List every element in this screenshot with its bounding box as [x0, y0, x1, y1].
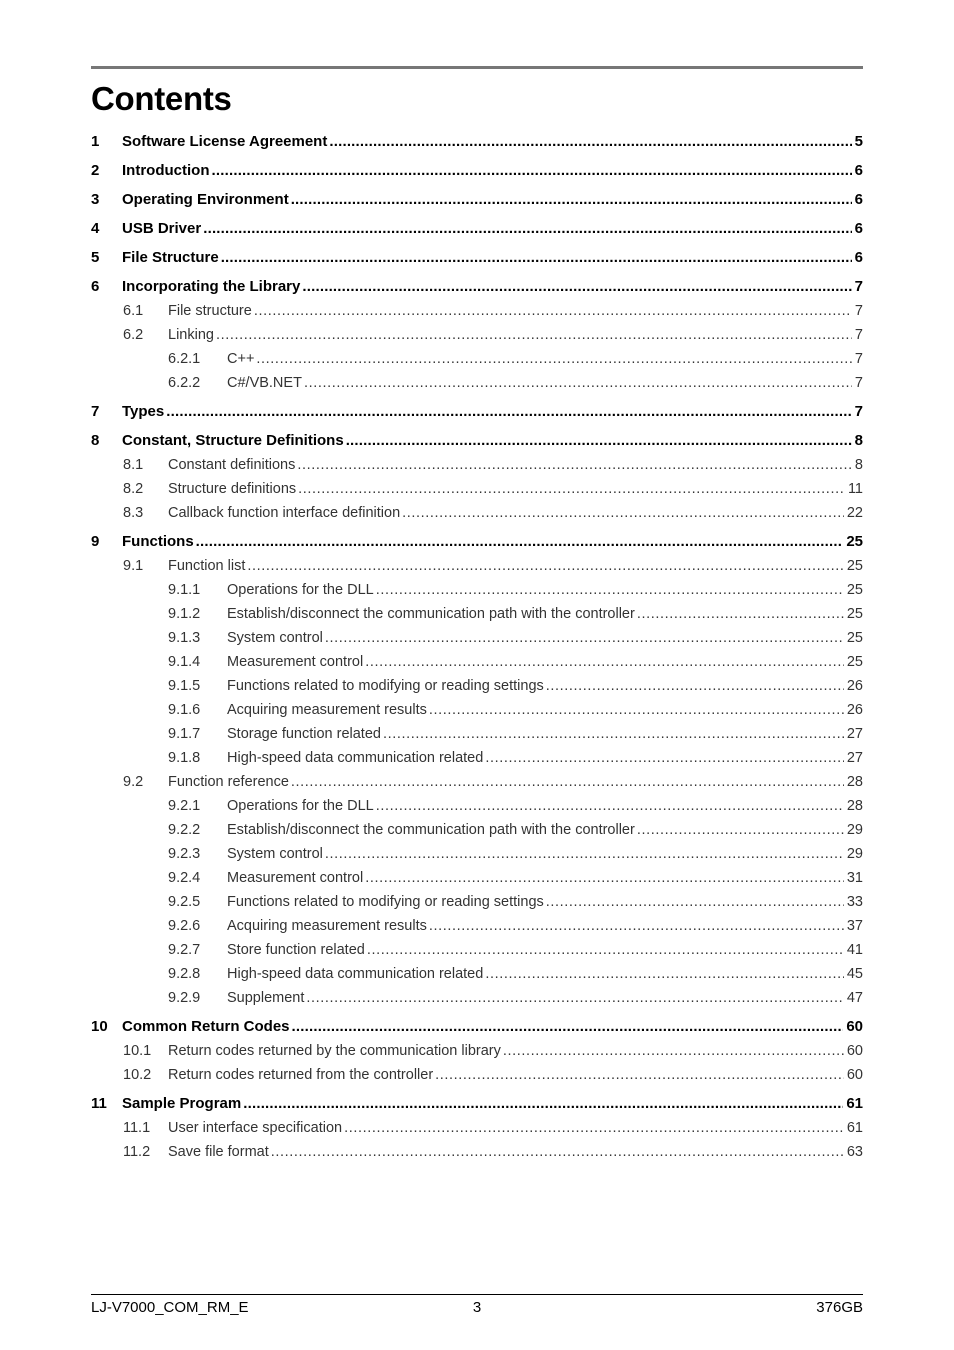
toc-entry-title: Supplement	[227, 990, 305, 1006]
toc-entry-title: Measurement control	[227, 654, 364, 670]
toc-entry[interactable]	[91, 159, 863, 183]
toc-entry-number: 9.2.7	[168, 942, 201, 958]
toc-entry-number: 11	[91, 1095, 107, 1112]
toc-leader-dots	[637, 818, 844, 842]
toc-entry[interactable]	[91, 1140, 863, 1164]
toc-entry-page: 25	[846, 558, 863, 574]
toc-entry-page: 63	[846, 1144, 863, 1160]
toc-entry-number: 9.1.5	[168, 678, 201, 694]
toc-entry[interactable]	[91, 275, 863, 299]
toc-entry-number: 9.1.1	[168, 582, 201, 598]
toc-entry-title: Functions	[122, 533, 194, 550]
toc-leader-dots	[325, 626, 844, 650]
toc-entry-number: 10.2	[123, 1067, 152, 1083]
toc-entry[interactable]	[91, 914, 863, 938]
toc-entry-number: 4	[91, 220, 100, 237]
toc-entry-title: System control	[227, 846, 323, 862]
toc-leader-dots	[306, 986, 843, 1010]
toc-entry-number: 8.2	[123, 481, 144, 497]
toc-entry-title: Return codes returned by the communication library	[168, 1043, 501, 1059]
table-of-contents	[91, 130, 863, 1164]
toc-entry-title: High-speed data communication related	[227, 966, 484, 982]
toc-entry-title: Callback function interface definition	[168, 505, 401, 521]
footer-page-number: 3	[472, 1299, 482, 1316]
toc-entry-page: 47	[846, 990, 863, 1006]
toc-entry-number: 9.2	[123, 774, 144, 790]
toc-entry[interactable]	[91, 746, 863, 770]
toc-entry-title: Store function related	[227, 942, 365, 958]
toc-entry-title: Functions related to modifying or reading settings	[227, 894, 544, 910]
toc-leader-dots	[376, 794, 844, 818]
toc-entry-number: 9.1.7	[168, 726, 201, 742]
toc-entry-page: 11	[847, 481, 863, 497]
toc-entry-title: Incorporating the Library	[122, 278, 301, 295]
toc-entry[interactable]	[91, 347, 863, 371]
toc-entry-title: Sample Program	[122, 1095, 242, 1112]
toc-entry-title: C++	[227, 351, 255, 367]
toc-entry-page: 7	[854, 351, 863, 367]
toc-leader-dots	[256, 347, 852, 371]
toc-entry-title: C#/VB.NET	[227, 375, 302, 391]
toc-entry-page: 25	[846, 630, 863, 646]
toc-entry[interactable]	[91, 962, 863, 986]
toc-entry-page: 7	[854, 303, 863, 319]
toc-leader-dots	[292, 1015, 844, 1039]
toc-entry-number: 9.2.3	[168, 846, 201, 862]
toc-entry-number: 9.2.9	[168, 990, 201, 1006]
toc-entry-number: 6.1	[123, 303, 144, 319]
toc-entry[interactable]	[91, 794, 863, 818]
toc-entry-page: 25	[846, 654, 863, 670]
toc-entry-page: 7	[854, 403, 863, 420]
toc-leader-dots	[637, 602, 844, 626]
toc-entry[interactable]	[91, 1116, 863, 1140]
toc-leader-dots	[297, 453, 852, 477]
footer-rule	[91, 1294, 863, 1295]
toc-entry[interactable]	[91, 400, 863, 424]
toc-leader-dots	[365, 650, 844, 674]
toc-entry-title: Operations for the DLL	[227, 582, 374, 598]
toc-entry-page: 60	[846, 1067, 863, 1083]
top-rule	[91, 66, 863, 69]
toc-leader-dots	[402, 501, 844, 525]
toc-entry-title: Operations for the DLL	[227, 798, 374, 814]
toc-entry-number: 10	[91, 1018, 108, 1035]
toc-entry-number: 10.1	[123, 1043, 152, 1059]
toc-entry-page: 31	[846, 870, 863, 886]
toc-entry[interactable]	[91, 698, 863, 722]
toc-entry-number: 9.1.8	[168, 750, 201, 766]
toc-leader-dots	[429, 698, 844, 722]
toc-entry[interactable]	[91, 299, 863, 323]
toc-entry-title: Structure definitions	[168, 481, 297, 497]
toc-entry-number: 11.2	[123, 1144, 151, 1160]
toc-entry[interactable]	[91, 938, 863, 962]
toc-entry-number: 6.2.1	[168, 351, 201, 367]
toc-entry-number: 9.2.1	[168, 798, 201, 814]
toc-leader-dots	[546, 890, 844, 914]
page-title: Contents	[91, 80, 232, 117]
toc-entry-number: 3	[91, 191, 100, 208]
toc-entry-number: 6.2.2	[168, 375, 201, 391]
toc-leader-dots	[298, 477, 845, 501]
toc-entry[interactable]	[91, 188, 863, 212]
toc-leader-dots	[325, 842, 844, 866]
toc-entry[interactable]	[91, 453, 863, 477]
toc-entry-number: 9.2.4	[168, 870, 201, 886]
toc-entry-title: Operating Environment	[122, 191, 289, 208]
toc-leader-dots	[211, 159, 851, 183]
toc-leader-dots	[166, 400, 851, 424]
toc-leader-dots	[291, 188, 852, 212]
toc-leader-dots	[302, 275, 851, 299]
toc-entry-page: 6	[854, 162, 863, 179]
toc-entry-page: 45	[846, 966, 863, 982]
toc-entry-number: 8.3	[123, 505, 144, 521]
toc-entry-number: 9.1.4	[168, 654, 201, 670]
toc-leader-dots	[271, 1140, 844, 1164]
toc-leader-dots	[243, 1092, 843, 1116]
toc-entry-title: Measurement control	[227, 870, 364, 886]
toc-entry-page: 28	[846, 798, 863, 814]
toc-entry-page: 37	[846, 918, 863, 934]
toc-entry-page: 27	[846, 726, 863, 742]
toc-entry[interactable]	[91, 530, 863, 554]
toc-entry-title: Establish/disconnect the communication path with the controller	[227, 606, 635, 622]
toc-entry-page: 29	[846, 822, 863, 838]
toc-entry[interactable]	[91, 626, 863, 650]
toc-entry-number: 9.2.6	[168, 918, 201, 934]
toc-entry[interactable]	[91, 1039, 863, 1063]
toc-leader-dots	[254, 299, 852, 323]
toc-leader-dots	[196, 530, 844, 554]
toc-entry-page: 8	[854, 432, 863, 449]
toc-entry-title: Introduction	[122, 162, 210, 179]
toc-leader-dots	[291, 770, 844, 794]
toc-leader-dots	[367, 938, 844, 962]
toc-entry-page: 7	[854, 375, 863, 391]
toc-leader-dots	[429, 914, 844, 938]
toc-leader-dots	[546, 674, 844, 698]
toc-entry-title: Constant definitions	[168, 457, 296, 473]
toc-entry-page: 33	[846, 894, 863, 910]
toc-entry[interactable]	[91, 1063, 863, 1087]
toc-entry-page: 6	[854, 191, 863, 208]
toc-entry-title: Storage function related	[227, 726, 381, 742]
toc-entry-number: 7	[91, 403, 100, 420]
toc-entry-page: 7	[854, 327, 863, 343]
toc-entry-number: 1	[91, 133, 100, 150]
toc-entry-number: 2	[91, 162, 100, 179]
toc-leader-dots	[329, 130, 851, 154]
toc-entry-title: User interface specification	[168, 1120, 343, 1136]
toc-entry-number: 9.1.2	[168, 606, 201, 622]
toc-leader-dots	[247, 554, 843, 578]
toc-leader-dots	[503, 1039, 844, 1063]
toc-entry[interactable]	[91, 578, 863, 602]
toc-entry[interactable]	[91, 429, 863, 453]
toc-entry[interactable]	[91, 770, 863, 794]
toc-entry-page: 26	[846, 678, 863, 694]
toc-entry[interactable]	[91, 842, 863, 866]
toc-entry[interactable]	[91, 650, 863, 674]
toc-entry-page: 25	[846, 606, 863, 622]
toc-entry-title: Function list	[168, 558, 246, 574]
toc-entry-page: 61	[846, 1095, 863, 1112]
toc-entry-title: Save file format	[168, 1144, 269, 1160]
toc-entry-page: 41	[846, 942, 863, 958]
toc-leader-dots	[435, 1063, 844, 1087]
toc-leader-dots	[346, 429, 852, 453]
toc-entry-page: 28	[846, 774, 863, 790]
toc-leader-dots	[203, 217, 851, 241]
toc-entry[interactable]	[91, 866, 863, 890]
toc-leader-dots	[304, 371, 852, 395]
toc-entry-title: File structure	[168, 303, 252, 319]
toc-entry-number: 6.2	[123, 327, 144, 343]
toc-leader-dots	[485, 962, 844, 986]
toc-entry-number: 6	[91, 278, 100, 295]
toc-entry-page: 61	[846, 1120, 863, 1136]
toc-entry[interactable]	[91, 602, 863, 626]
toc-entry[interactable]	[91, 890, 863, 914]
toc-leader-dots	[221, 246, 852, 270]
footer-doc-id: LJ-V7000_COM_RM_E	[91, 1299, 249, 1316]
toc-entry[interactable]	[91, 477, 863, 501]
toc-entry-title: High-speed data communication related	[227, 750, 484, 766]
toc-entry-title: Linking	[168, 327, 214, 343]
toc-entry-page: 7	[854, 278, 863, 295]
toc-entry-number: 9.1	[123, 558, 144, 574]
toc-entry[interactable]	[91, 674, 863, 698]
toc-leader-dots	[365, 866, 844, 890]
toc-entry-title: Common Return Codes	[122, 1018, 290, 1035]
footer-code: 376GB	[816, 1299, 863, 1316]
toc-entry-page: 25	[846, 582, 863, 598]
toc-entry-number: 11.1	[123, 1120, 151, 1136]
toc-entry-page: 26	[846, 702, 863, 718]
toc-entry-page: 22	[846, 505, 863, 521]
toc-entry[interactable]	[91, 130, 863, 154]
toc-entry-page: 60	[846, 1043, 863, 1059]
toc-entry-number: 5	[91, 249, 100, 266]
toc-entry-number: 9	[91, 533, 100, 550]
toc-entry-page: 6	[854, 249, 863, 266]
toc-entry[interactable]	[91, 986, 863, 1010]
toc-entry-title: System control	[227, 630, 323, 646]
toc-entry-title: Return codes returned from the controller	[168, 1067, 434, 1083]
toc-entry-number: 9.2.8	[168, 966, 201, 982]
toc-entry-title: USB Driver	[122, 220, 202, 237]
toc-entry-number: 9.2.2	[168, 822, 201, 838]
toc-entry-number: 9.1.3	[168, 630, 201, 646]
toc-entry-title: Constant, Structure Definitions	[122, 432, 344, 449]
toc-entry[interactable]	[91, 501, 863, 525]
toc-entry-title: Function reference	[168, 774, 289, 790]
toc-entry-title: File Structure	[122, 249, 219, 266]
toc-entry-page: 5	[854, 133, 863, 150]
toc-entry-number: 9.2.5	[168, 894, 201, 910]
toc-entry-page: 25	[846, 533, 863, 550]
toc-entry-title: Software License Agreement	[122, 133, 328, 150]
toc-entry[interactable]	[91, 323, 863, 347]
toc-entry[interactable]	[91, 554, 863, 578]
toc-leader-dots	[216, 323, 852, 347]
toc-entry[interactable]	[91, 1015, 863, 1039]
toc-entry[interactable]	[91, 818, 863, 842]
toc-entry-number: 9.1.6	[168, 702, 201, 718]
toc-leader-dots	[376, 578, 844, 602]
toc-leader-dots	[485, 746, 844, 770]
toc-entry-title: Acquiring measurement results	[227, 702, 427, 718]
toc-entry[interactable]	[91, 722, 863, 746]
toc-entry-page: 27	[846, 750, 863, 766]
toc-entry[interactable]	[91, 246, 863, 270]
toc-entry[interactable]	[91, 217, 863, 241]
toc-entry-title: Acquiring measurement results	[227, 918, 427, 934]
toc-entry-title: Types	[122, 403, 165, 420]
toc-entry[interactable]	[91, 1092, 863, 1116]
toc-entry-page: 29	[846, 846, 863, 862]
toc-leader-dots	[344, 1116, 844, 1140]
toc-entry[interactable]	[91, 371, 863, 395]
toc-entry-title: Establish/disconnect the communication path with the controller	[227, 822, 635, 838]
toc-entry-title: Functions related to modifying or reading settings	[227, 678, 544, 694]
toc-entry-page: 8	[854, 457, 863, 473]
toc-leader-dots	[383, 722, 844, 746]
toc-entry-page: 60	[846, 1018, 863, 1035]
toc-entry-page: 6	[854, 220, 863, 237]
toc-entry-number: 8	[91, 432, 100, 449]
toc-entry-number: 8.1	[123, 457, 144, 473]
